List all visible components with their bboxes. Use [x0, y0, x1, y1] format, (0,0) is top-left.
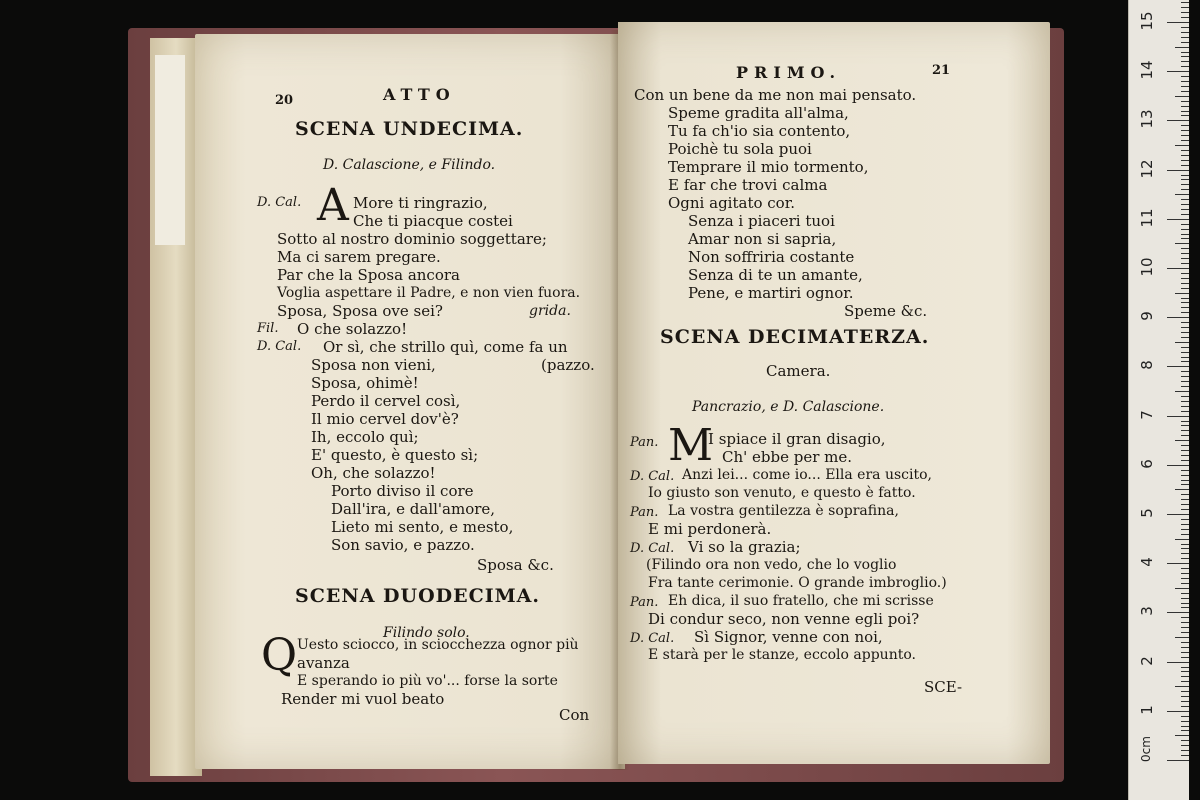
ruler-tick [1181, 657, 1189, 658]
ruler-tick [1181, 150, 1189, 151]
verse-line: Perdo il cervel così, [311, 392, 461, 410]
verse-line: More ti ringrazio, [353, 194, 488, 212]
ruler-tick [1181, 524, 1189, 525]
ruler-tick [1167, 416, 1189, 417]
verse-line: Senza di te un amante, [688, 266, 863, 284]
ruler-tick [1181, 583, 1189, 584]
ruler-tick [1181, 568, 1189, 569]
ruler-tick [1181, 81, 1189, 82]
ruler-tick [1175, 539, 1189, 540]
ruler-tick [1181, 258, 1189, 259]
verse-line: Sposa &c. [477, 556, 554, 574]
verse-line: I spiace il gran disagio, [708, 430, 886, 448]
verse-line: Sposa, Sposa ove sei? [277, 302, 443, 320]
verse-line: Ch' ebbe per me. [722, 448, 853, 466]
ruler-unit-label: 0cm [1138, 736, 1153, 762]
ruler-tick [1181, 283, 1189, 284]
ruler-tick [1181, 327, 1189, 328]
ruler-tick [1181, 175, 1189, 176]
ruler-tick [1181, 140, 1189, 141]
ruler-tick [1181, 238, 1189, 239]
ruler-tick [1181, 66, 1189, 67]
right-page [618, 22, 1050, 764]
ruler-tick [1181, 56, 1189, 57]
ruler-tick [1181, 86, 1189, 87]
speaker: D. Cal. [257, 195, 302, 210]
ruler-tick [1181, 573, 1189, 574]
ruler-tick [1181, 509, 1189, 510]
ruler-tick [1181, 101, 1189, 102]
ruler-tick [1181, 253, 1189, 254]
verse-line: Anzi lei... come io... Ella era uscito, [682, 467, 932, 483]
speaker: D. Cal. [257, 339, 302, 354]
ruler-tick [1175, 47, 1189, 48]
scene-characters: Filindo solo. [383, 625, 470, 641]
ruler-tick [1181, 647, 1189, 648]
verse-line: (Filindo ora non vedo, che lo voglio [646, 557, 897, 573]
verse-line: Sposa non vieni, [311, 356, 436, 374]
ruler-tick [1181, 2, 1189, 3]
ruler-tick [1181, 617, 1189, 618]
ruler-tick [1181, 347, 1189, 348]
ruler-tick [1181, 676, 1189, 677]
verse-line: Ih, eccolo quì; [311, 428, 419, 446]
stage-direction: grida. [529, 303, 571, 319]
scene-title: SCENA UNDECIMA. [295, 118, 524, 140]
verse-line: Par che la Sposa ancora [277, 266, 460, 284]
ruler-tick [1175, 194, 1189, 195]
speaker: Pan. [630, 505, 659, 520]
ruler-tick [1181, 61, 1189, 62]
ruler-tick [1181, 189, 1189, 190]
verse-line: avanza [297, 654, 350, 672]
ruler-tick [1181, 534, 1189, 535]
ruler-tick [1175, 243, 1189, 244]
scene-characters: D. Calascione, e Filindo. [323, 157, 496, 173]
ruler-tick [1175, 440, 1189, 441]
ruler-tick [1167, 563, 1189, 564]
ruler-tick [1181, 603, 1189, 604]
ruler-tick [1181, 214, 1189, 215]
ruler-number: 14 [1138, 60, 1156, 80]
verse-line: Senza i piaceri tuoi [688, 212, 835, 230]
ruler-tick [1181, 529, 1189, 530]
ruler-tick [1181, 229, 1189, 230]
ruler-tick [1175, 391, 1189, 392]
verse-line: Son savio, e pazzo. [331, 536, 475, 554]
ruler-tick [1175, 686, 1189, 687]
ruler-tick [1181, 204, 1189, 205]
ruler-tick [1181, 278, 1189, 279]
verse-line: Porto diviso il core [331, 482, 474, 500]
verse-line: Fra tante cerimonie. O grande imbroglio.) [648, 575, 947, 591]
ruler-tick [1181, 307, 1189, 308]
ruler-tick [1175, 588, 1189, 589]
ruler-tick [1181, 199, 1189, 200]
ruler-tick [1181, 484, 1189, 485]
verse-line: E far che trovi calma [668, 176, 828, 194]
verse-line: Dall'ira, e dall'amore, [331, 500, 496, 518]
ruler-tick [1181, 696, 1189, 697]
ruler-number: 12 [1138, 159, 1156, 179]
ruler-tick [1181, 681, 1189, 682]
ruler-tick [1181, 622, 1189, 623]
verse-line: Uesto sciocco, in sciocchezza ognor più [297, 637, 579, 653]
speaker: Pan. [630, 435, 659, 450]
ruler-tick [1181, 504, 1189, 505]
ruler-tick [1181, 12, 1189, 13]
ruler-tick [1181, 755, 1189, 756]
ruler-tick [1167, 366, 1189, 367]
ruler-tick [1181, 450, 1189, 451]
ruler-tick [1167, 514, 1189, 515]
ruler-tick [1181, 499, 1189, 500]
verse-line: Sposa, ohimè! [311, 374, 419, 392]
verse-line: Voglia aspettare il Padre, e non vien fuora. [277, 285, 581, 301]
ruler-tick [1167, 711, 1189, 712]
verse-line: Sotto al nostro dominio soggettare; [277, 230, 547, 248]
speaker: D. Cal. [630, 631, 675, 646]
verse-line: Temprare il mio tormento, [668, 158, 869, 176]
ruler-tick [1167, 465, 1189, 466]
ruler-tick [1175, 735, 1189, 736]
ruler-tick [1181, 376, 1189, 377]
ruler-tick [1181, 435, 1189, 436]
verse-line: Ma ci sarem pregare. [277, 248, 441, 266]
ruler-tick [1181, 179, 1189, 180]
ruler-tick [1167, 170, 1189, 171]
ruler-number: 4 [1138, 557, 1156, 567]
ruler-tick [1175, 96, 1189, 97]
ruler-tick [1181, 421, 1189, 422]
ruler-tick [1181, 37, 1189, 38]
measurement-ruler [1128, 0, 1189, 800]
ruler-tick [1181, 445, 1189, 446]
ruler-tick [1181, 691, 1189, 692]
ruler-tick [1181, 652, 1189, 653]
ruler-number: 5 [1138, 508, 1156, 518]
ruler-tick [1167, 22, 1189, 23]
ruler-tick [1181, 32, 1189, 33]
ruler-tick [1181, 750, 1189, 751]
verse-line: Speme &c. [844, 302, 928, 320]
catchword: Con [559, 706, 590, 724]
ruler-number: 7 [1138, 409, 1156, 420]
ruler-tick [1181, 125, 1189, 126]
ruler-tick [1181, 165, 1189, 166]
paper-tab [155, 55, 185, 245]
catchword: SCE- [924, 678, 963, 696]
ruler-tick [1181, 209, 1189, 210]
verse-line: Speme gradita all'alma, [668, 104, 849, 122]
ruler-tick [1181, 430, 1189, 431]
ruler-tick [1181, 361, 1189, 362]
ruler-tick [1181, 425, 1189, 426]
verse-line: Vi so la grazia; [688, 538, 801, 556]
ruler-tick [1175, 489, 1189, 490]
ruler-tick [1181, 352, 1189, 353]
speaker: D. Cal. [630, 541, 675, 556]
ruler-tick [1181, 632, 1189, 633]
ruler-tick [1181, 298, 1189, 299]
ruler-tick [1167, 317, 1189, 318]
scene-title: SCENA DUODECIMA. [295, 585, 541, 607]
ruler-tick [1181, 312, 1189, 313]
ruler-tick [1181, 130, 1189, 131]
verse-line: Lieto mi sento, e mesto, [331, 518, 514, 536]
verse-line: Pene, e martiri ognor. [688, 284, 854, 302]
ruler-tick [1167, 760, 1189, 761]
ruler-tick [1181, 642, 1189, 643]
verse-line: Or sì, che strillo quì, come fa un [323, 338, 568, 356]
left-page [195, 34, 625, 769]
ruler-tick [1181, 288, 1189, 289]
page-number: 20 [275, 93, 294, 108]
ruler-tick [1175, 342, 1189, 343]
ruler-tick [1181, 706, 1189, 707]
ruler-tick [1181, 91, 1189, 92]
ruler-tick [1181, 135, 1189, 136]
ruler-tick [1181, 273, 1189, 274]
page-number: 21 [932, 63, 951, 78]
running-head: PRIMO. [736, 63, 842, 82]
ruler-tick [1181, 411, 1189, 412]
ruler-tick [1181, 406, 1189, 407]
ruler-tick [1181, 627, 1189, 628]
ruler-tick [1181, 386, 1189, 387]
ruler-tick [1181, 726, 1189, 727]
drop-cap: M [668, 420, 714, 471]
ruler-tick [1181, 160, 1189, 161]
verse-line: O che solazzo! [297, 320, 408, 338]
speaker: Fil. [257, 321, 279, 336]
ruler-tick [1181, 544, 1189, 545]
verse-line: Che ti piacque costei [353, 212, 513, 230]
ruler-number: 3 [1138, 606, 1156, 617]
ruler-number: 2 [1138, 655, 1156, 666]
ruler-tick [1167, 612, 1189, 613]
ruler-tick [1167, 662, 1189, 663]
ruler-tick [1167, 268, 1189, 269]
ruler-tick [1181, 337, 1189, 338]
scene-setting: Camera. [766, 362, 831, 380]
ruler-tick [1181, 234, 1189, 235]
speaker: D. Cal. [630, 469, 675, 484]
ruler-tick [1181, 470, 1189, 471]
ruler-tick [1181, 745, 1189, 746]
ruler-tick [1181, 460, 1189, 461]
verse-line: Di condur seco, non venne egli poi? [648, 610, 920, 628]
verse-line: Con un bene da me non mai pensato. [634, 86, 917, 104]
ruler-number: 6 [1138, 459, 1156, 469]
ruler-tick [1181, 740, 1189, 741]
ruler-tick [1181, 558, 1189, 559]
ruler-tick [1181, 17, 1189, 18]
ruler-tick [1181, 224, 1189, 225]
ruler-tick [1181, 184, 1189, 185]
ruler-tick [1181, 106, 1189, 107]
verse-line: Render mi vuol beato [281, 690, 445, 708]
ruler-number: 1 [1138, 705, 1156, 715]
verse-line: Poichè tu sola puoi [668, 140, 812, 158]
ruler-tick [1181, 7, 1189, 8]
ruler-tick [1181, 401, 1189, 402]
verse-line: Sì Signor, venne con noi, [694, 628, 883, 646]
verse-line: Eh dica, il suo fratello, che mi scrisse [668, 593, 934, 609]
ruler-tick [1181, 52, 1189, 53]
ruler-tick [1181, 671, 1189, 672]
ruler-tick [1181, 716, 1189, 717]
ruler-tick [1175, 145, 1189, 146]
ruler-tick [1181, 111, 1189, 112]
ruler-tick [1181, 357, 1189, 358]
ruler-number: 15 [1138, 11, 1156, 31]
ruler-tick [1167, 71, 1189, 72]
ruler-tick [1181, 455, 1189, 456]
ruler-tick [1181, 607, 1189, 608]
ruler-tick [1181, 371, 1189, 372]
ruler-tick [1181, 480, 1189, 481]
speaker: Pan. [630, 595, 659, 610]
verse-line: Ogni agitato cor. [668, 194, 795, 212]
ruler-number: 13 [1138, 109, 1156, 129]
ruler-tick [1181, 27, 1189, 28]
ruler-tick [1175, 293, 1189, 294]
ruler-tick [1181, 115, 1189, 116]
ruler-tick [1181, 475, 1189, 476]
ruler-tick [1181, 248, 1189, 249]
ruler-tick [1181, 598, 1189, 599]
ruler-tick [1181, 494, 1189, 495]
ruler-number: 9 [1138, 311, 1156, 321]
drop-cap: Q [261, 630, 298, 681]
ruler-tick [1181, 76, 1189, 77]
ruler-tick [1181, 263, 1189, 264]
ruler-tick [1181, 396, 1189, 397]
verse-line: Amar non si sapria, [688, 230, 837, 248]
verse-line: Tu fa ch'io sia contento, [668, 122, 851, 140]
ruler-number: 11 [1138, 208, 1156, 228]
ruler-tick [1175, 637, 1189, 638]
verse-line: E' questo, è questo sì; [311, 446, 479, 464]
ruler-tick [1181, 42, 1189, 43]
ruler-tick [1167, 120, 1189, 121]
running-head: ATTO [383, 85, 456, 104]
drop-cap: A [317, 180, 349, 231]
ruler-tick [1167, 219, 1189, 220]
verse-line: Oh, che solazzo! [311, 464, 436, 482]
ruler-tick [1181, 701, 1189, 702]
ruler-tick [1181, 553, 1189, 554]
ruler-tick [1181, 721, 1189, 722]
ruler-tick [1181, 593, 1189, 594]
ruler-tick [1181, 155, 1189, 156]
ruler-tick [1181, 519, 1189, 520]
verse-line: E mi perdonerà. [648, 520, 772, 538]
ruler-number: 8 [1138, 360, 1156, 371]
ruler-tick [1181, 730, 1189, 731]
verse-line: Non soffriria costante [688, 248, 855, 266]
ruler-tick [1181, 332, 1189, 333]
verse-line: Io giusto son venuto, e questo è fatto. [648, 485, 916, 501]
verse-line: E sperando io più vo'... forse la sorte [297, 673, 558, 689]
ruler-tick [1181, 381, 1189, 382]
verse-line: Il mio cervel dov'è? [311, 410, 459, 428]
scene-characters: Pancrazio, e D. Calascione. [692, 399, 885, 415]
ruler-tick [1181, 667, 1189, 668]
stage-direction: (pazzo. [541, 356, 595, 374]
verse-line: La vostra gentilezza è soprafina, [668, 503, 899, 519]
verse-line: E starà per le stanze, eccolo appunto. [648, 647, 916, 663]
ruler-number: 10 [1138, 257, 1156, 277]
ruler-tick [1181, 322, 1189, 323]
ruler-tick [1181, 548, 1189, 549]
ruler-tick [1181, 578, 1189, 579]
ruler-tick [1181, 302, 1189, 303]
scene-title: SCENA DECIMATERZA. [660, 326, 930, 348]
